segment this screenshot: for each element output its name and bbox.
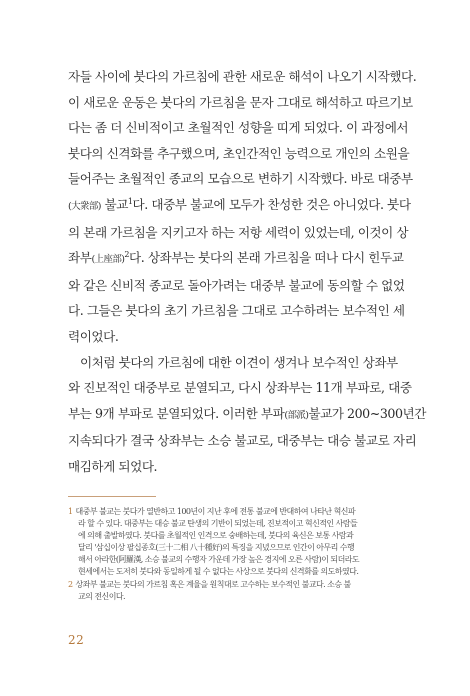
- body-line: 들어주는 초월적인 종교의 모습으로 변하기 시작했다. 바로 대중부: [68, 171, 413, 187]
- page-number: 22: [68, 633, 85, 647]
- body-text-run: 불교가 200~300년간: [308, 405, 426, 421]
- footnote-line: 에 의해 출발하였다. 붓다를 초월적인 인격으로 숭배하는데, 붓다의 육신은 보통 사람과: [78, 531, 354, 541]
- body-line: 력이었다.: [68, 328, 119, 344]
- footnote-2: [68, 579, 408, 591]
- hanja-term: (部派): [284, 409, 309, 421]
- body-line: 의 본래 가르침을 지키고자 하는 저항 세력이 있었는데, 이것이 상: [68, 224, 409, 240]
- body-line: 와 진보적인 대중부로 분열되고, 다시 상좌부는 11개 부파로, 대중: [68, 380, 412, 396]
- body-text: [68, 64, 426, 480]
- footnote-text: 상좌부 불교는 붓다의 가르침 혹은 계율을 원칙대로 고수하는 보수적인 불교다. 소승 불: [75, 579, 351, 589]
- footnote-marker[interactable]: 1: [127, 196, 133, 206]
- body-line: 이처럼 붓다의 가르침에 대한 이견이 생겨나 보수적인 상좌부: [80, 354, 398, 370]
- body-line: [68, 401, 426, 429]
- body-text-run: 다. 상좌부는 붓다의 본래 가르침을 떠나 다시 힌두교: [129, 250, 404, 266]
- hanja-term: (大衆部): [68, 200, 101, 212]
- body-line: 붓다의 신격화를 추구했으며, 초인간적인 능력으로 개인의 소원을: [68, 145, 410, 161]
- body-line: 다. 그들은 붓다의 초기 가르침을 그대로 고수하려는 보수적인 세: [68, 303, 405, 319]
- body-line: 이 새로운 운동은 붓다의 가르침을 문자 그대로 해석하고 따르기보: [68, 94, 413, 110]
- body-text-run: 부는 9개 부파로 분열되었다. 이러한 부파: [68, 405, 285, 421]
- hanja-term: (上座部): [91, 254, 125, 266]
- body-line: 자들 사이에 붓다의 가르침에 관한 새로운 해석이 나오기 시작했다.: [68, 69, 417, 84]
- footnote-number: 2: [68, 579, 73, 589]
- footnote-divider: [68, 496, 156, 497]
- footnote-line: 달리 '삼십이상 팔십종호(三十二相 八十種好)의 특징을 지녔으므로 인간이 아무리 수행: [78, 543, 355, 553]
- body-line: [68, 245, 404, 273]
- footnotes: [68, 506, 408, 603]
- footnote-1: [68, 506, 408, 518]
- body-line: 매김하게 되었다.: [68, 458, 158, 474]
- body-line: 다는 좀 더 신비적이고 초월적인 성향을 띠게 되었다. 이 과정에서: [68, 120, 409, 136]
- body-text-run: 좌부: [68, 250, 92, 266]
- body-text-run: 다. 대중부 불교에 모두가 찬성한 것은 아니었다. 붓다: [132, 196, 411, 212]
- footnote-line: 현세에서는 도저히 붓다와 동일하게 될 수 없다는 사상으로 붓다의 신격화를 의도하였다.: [78, 567, 359, 577]
- body-line: 와 같은 신비적 종교로 돌아가려는 대중부 불교에 동의할 수 없었: [68, 277, 405, 293]
- body-text-run: 불교: [100, 196, 128, 212]
- footnote-line: 교의 전신이다.: [78, 591, 126, 601]
- footnote-marker[interactable]: 2: [124, 250, 129, 260]
- body-line: 지속되다가 결국 상좌부는 소승 불교로, 대중부는 대승 불교로 자리: [68, 433, 417, 449]
- footnote-line: 라 할 수 있다. 대중부는 대승 불교 탄생의 기반이 되었는데, 진보적이고 혁신적인 사람들: [78, 519, 358, 529]
- footnote-number: 1: [68, 507, 73, 516]
- footnote-text: 대중부 불교는 붓다가 열반하고 100년이 지난 후에 전통 불교에 반대하여 나타난 혁신파: [75, 507, 356, 516]
- body-line: [68, 192, 411, 220]
- footnote-line: 해서 아라한(阿羅漢, 소승 불교의 수행자 가운데 가장 높은 경지에 오른 사람)이 되더라도: [78, 555, 360, 565]
